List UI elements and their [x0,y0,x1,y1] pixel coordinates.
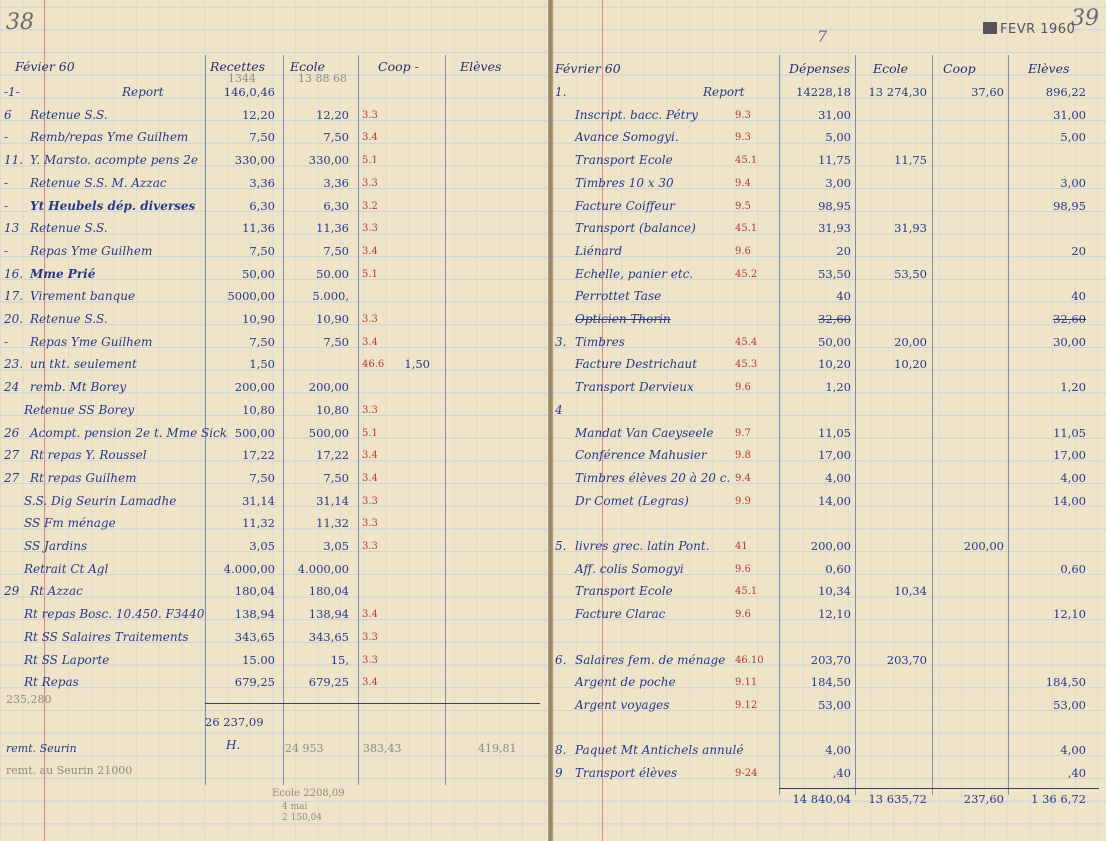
entry-code: 9.6 [735,609,751,620]
page-number: 39 [1071,6,1099,31]
pencil-note: Ecole 2208,09 [272,788,345,799]
entry-day: 24 [4,380,20,394]
entry-recettes: 15.00 [242,653,275,667]
entry-eleves: 20 [1071,244,1086,258]
entry-depenses: 11,75 [818,153,851,167]
entry-label: Y. Marsto. acompte pens 2e [30,153,198,167]
entry-day: 29 [4,584,20,598]
entry-eleves: 4,00 [1060,471,1086,485]
entry-day: - [4,199,9,213]
entry-label: Aff. colis Somogyi [575,562,684,576]
col-header-depenses: Dépenses [789,61,851,76]
entry-day: 13 [4,221,20,235]
entry-code: 45.1 [735,223,758,234]
entry-day: 11. [4,153,24,167]
entry-label: Retenue S.S. [30,221,108,235]
entry-day: 5. [555,539,567,553]
entry-code: 3.3 [362,178,378,189]
entry-depenses: 203,70 [810,653,851,667]
entry-day: 9 [555,766,563,780]
entry-code: 46.6 [362,359,385,370]
entry-label: Yt Heubels dép. diverses [30,199,196,213]
entry-depenses: 14228,18 [796,85,851,99]
entry-code: 9.6 [735,382,751,393]
entry-code: 45.4 [735,337,758,348]
entry-ecole: 10,34 [894,584,927,598]
entry-eleves: 14,00 [1053,494,1086,508]
entry-code: 9.4 [735,473,751,484]
entry-eleves: 4,00 [1060,743,1086,757]
col-header-coop: Coop - [378,59,419,74]
entry-code: 3.4 [362,337,378,348]
entry-ecole: 11,75 [894,153,927,167]
pencil-note: 4 mai [282,802,308,812]
entry-eleves: 17,00 [1053,448,1086,462]
stamp-block [983,22,997,34]
entry-code: 3.3 [362,405,378,416]
entry-code: 41 [735,541,748,552]
entry-depenses: 4,00 [825,471,851,485]
entry-label: Rt Repas [24,675,79,689]
entry-label: Repas Yme Guilhem [30,244,153,258]
entry-eleves: 32,60 [1053,312,1086,326]
entry-label: Avance Somogyi. [575,130,679,144]
entry-coop: 1,50 [404,357,430,371]
entry-code: 3.3 [362,518,378,529]
entry-recettes: 138,94 [234,607,275,621]
entry-code: 9.3 [735,132,751,143]
entry-label: Transport élèves [575,766,678,780]
entry-depenses: ,40 [832,766,851,780]
entry-depenses: 20 [836,244,851,258]
entry-label: S.S. Dig Seurin Lamadhe [24,494,177,508]
entry-ecole: 7,50 [323,335,349,349]
entry-eleves: 11,05 [1053,426,1086,440]
entry-recettes: 10,90 [242,312,275,326]
total-recettes: 26 237,09 [205,715,264,729]
entry-code: 45.1 [735,155,758,166]
entry-recettes: 7,50 [249,335,275,349]
total-coop: 237,60 [963,792,1004,806]
entry-day: 20. [4,312,24,326]
entry-recettes: 6,30 [249,199,275,213]
entry-ecole: 3,36 [323,176,349,190]
entry-ecole: 31,14 [316,494,349,508]
entry-day: 26 [4,426,20,440]
entry-code: 9.3 [735,110,751,121]
entry-code: 3.3 [362,655,378,666]
entry-code: 9.9 [735,496,751,507]
total-eleves: 1 36 6,72 [1031,792,1086,806]
entry-label: Argent de poche [575,675,676,689]
entry-eleves: 1,20 [1060,380,1086,394]
entry-ecole: 11,36 [316,221,349,235]
entry-eleves: 30,00 [1053,335,1086,349]
entry-day: 27 [4,471,20,485]
entry-recettes: 500,00 [234,426,275,440]
col-header-eleves: Elèves [460,59,502,74]
entry-label: Facture Coiffeur [575,199,675,213]
entry-label: Remb/repas Yme Guilhem [30,130,189,144]
entry-ecole: 20,00 [894,335,927,349]
entry-ecole: 7,50 [323,244,349,258]
entry-depenses: 14,00 [818,494,851,508]
entry-day: 4 [555,403,563,417]
entry-depenses: 12,10 [818,607,851,621]
entry-code: 9.11 [735,677,758,688]
entry-ecole: 15, [330,653,349,667]
entry-code: 3.4 [362,609,378,620]
entry-code: 3.4 [362,132,378,143]
entry-ecole: 330,00 [308,153,349,167]
entry-depenses: 53,00 [818,698,851,712]
entry-ecole: 3,05 [323,539,349,553]
entry-recettes: 50,00 [242,267,275,281]
entry-recettes: 180,04 [234,584,275,598]
entry-depenses: 31,00 [818,108,851,122]
margin-line [602,0,603,841]
entry-depenses: 200,00 [810,539,851,553]
entry-code: 3.3 [362,223,378,234]
entry-ecole: 7,50 [323,130,349,144]
entry-code: 46.10 [735,655,764,666]
entry-label: Facture Destrichaut [575,357,698,371]
entry-code: 3.3 [362,496,378,507]
entry-code: 45.1 [735,586,758,597]
col-header-ecole: Ecole [873,61,909,76]
entry-label: Rt repas Guilhem [30,471,137,485]
entry-code: 3.4 [362,677,378,688]
entry-day: 3. [555,335,567,349]
entry-day: - [4,176,9,190]
entry-eleves: 0,60 [1060,562,1086,576]
entry-label: SS Fm ménage [24,516,116,530]
month-header: Févier 60 [15,59,75,74]
entry-code: 45.2 [735,269,758,280]
entry-depenses: 50,00 [818,335,851,349]
entry-label: Facture Clarac [575,607,666,621]
pencil-note: 2 150,04 [282,813,323,823]
entry-label: Conférence Mahusier [575,448,707,462]
entry-eleves: 31,00 [1053,108,1086,122]
entry-code: 3.4 [362,450,378,461]
total-note: H. [226,738,241,752]
pencil-note: 235,280 [6,693,52,706]
entry-recettes: 679,25 [234,675,275,689]
entry-label: Rt SS Laporte [24,653,110,667]
entry-day: - [4,244,9,258]
entry-depenses: 31,93 [818,221,851,235]
pencil-note: 1344 [228,72,256,85]
entry-depenses: 53,50 [818,267,851,281]
entry-label: Retenue S.S. [30,312,108,326]
entry-eleves: ,40 [1067,766,1086,780]
entry-recettes: 4.000,00 [223,562,275,576]
entry-day: 6 [4,108,12,122]
entry-code: 5.1 [362,269,378,280]
entry-code: 9.7 [735,428,751,439]
entry-code: 9.6 [735,246,751,257]
entry-code: 3.3 [362,314,378,325]
date-stamp [983,22,1075,37]
entry-label: Report [703,85,745,99]
entry-label: Rt repas Y. Roussel [30,448,147,462]
entry-ecole: 679,25 [308,675,349,689]
entry-coop: 200,00 [963,539,1004,553]
entry-code: 9.8 [735,450,751,461]
total-coop: 383,43 [363,742,402,755]
entry-ecole: 6,30 [323,199,349,213]
entry-code: 45.3 [735,359,758,370]
entry-label: livres grec. latin Pont. [575,539,710,553]
entry-label: SS Jardins [24,539,88,553]
entry-recettes: 146,0,46 [223,85,275,99]
entry-recettes: 12,20 [242,108,275,122]
entry-code: 9.12 [735,700,758,711]
entry-depenses: 98,95 [818,199,851,213]
entry-day: 23. [4,357,24,371]
footer-line: remt. Seurin [6,742,77,755]
entry-eleves: 98,95 [1053,199,1086,213]
entry-ecole: 10,20 [894,357,927,371]
entry-label: Inscript. bacc. Pétry [575,108,698,122]
entry-depenses: 5,00 [825,130,851,144]
entry-label: Retrait Ct Agl [24,562,109,576]
entry-label: Timbres élèves 20 à 20 c. [575,471,731,485]
entry-eleves: 896,22 [1045,85,1086,99]
col-header-recettes: Recettes [210,59,266,74]
entry-code: 3.4 [362,473,378,484]
entry-label: Timbres 10 x 30 [575,176,674,190]
entry-depenses: 11,05 [818,426,851,440]
entry-label: Salaires fem. de ménage [575,653,726,667]
left-page [0,0,548,841]
entry-recettes: 3,05 [249,539,275,553]
entry-day: 17. [4,289,24,303]
entry-day: 1. [555,85,567,99]
entry-ecole: 4.000,00 [297,562,349,576]
entry-code: 3.3 [362,110,378,121]
pencil-note: 13 88 68 [298,72,347,85]
column-rule [358,55,359,785]
col-header-eleves: Elèves [1028,61,1070,76]
entry-coop: 37,60 [971,85,1004,99]
entry-day: -1- [4,85,20,99]
entry-label: Liénard [575,244,623,258]
entry-label: Rt repas Bosc. 10.450. F3440 [24,607,205,621]
entry-recettes: 343,65 [234,630,275,644]
entry-code: 3.2 [362,201,378,212]
entry-label: Transport Ecole [575,153,673,167]
entry-label: Virement banque [30,289,136,303]
entry-eleves: 184,50 [1045,675,1086,689]
entry-label: Echelle, panier etc. [575,267,694,281]
entry-label: Transport Dervieux [575,380,694,394]
column-rule [932,55,933,795]
entry-eleves: 12,10 [1053,607,1086,621]
entry-recettes: 7,50 [249,130,275,144]
entry-depenses: 1,20 [825,380,851,394]
entry-ecole: 500,00 [308,426,349,440]
entry-ecole: 10,90 [316,312,349,326]
entry-recettes: 5000,00 [227,289,275,303]
entry-ecole: 10,80 [316,403,349,417]
entry-ecole: 17,22 [316,448,349,462]
entry-label: Timbres [575,335,625,349]
entry-depenses: 40 [836,289,851,303]
entry-recettes: 31,14 [242,494,275,508]
pencil-mark: 7 [817,27,828,46]
entry-ecole: 180,04 [308,584,349,598]
col-header-ecole: Ecole [290,59,326,74]
total-eleves: 419,81 [478,742,517,755]
page-number: 38 [6,10,34,35]
entry-code: 9.4 [735,178,751,189]
entry-day: 8. [555,743,567,757]
entry-label: Acompt. pension 2e t. Mme Sick [30,426,228,440]
entry-recettes: 3,36 [249,176,275,190]
entry-ecole: 5.000, [312,289,349,303]
entry-ecole: 12,20 [316,108,349,122]
entry-depenses: 4,00 [825,743,851,757]
entry-label: remb. Mt Borey [30,380,127,394]
total-ecole: 13 635,72 [868,792,927,806]
total-rule [779,788,1099,789]
entry-code: 9-24 [735,768,758,779]
entry-code: 5.1 [362,155,378,166]
stamp-text: FEVR 1960 [1000,22,1076,37]
entry-label: un tkt. seulement [30,357,137,371]
entry-eleves: 53,00 [1053,698,1086,712]
entry-day: 16. [4,267,24,281]
entry-depenses: 3,00 [825,176,851,190]
right-page [553,0,1106,841]
entry-recettes: 11,36 [242,221,275,235]
entry-code: 3.4 [362,246,378,257]
entry-ecole: 203,70 [886,653,927,667]
entry-recettes: 11,32 [242,516,275,530]
entry-depenses: 10,34 [818,584,851,598]
margin-line [44,0,45,841]
entry-depenses: 0,60 [825,562,851,576]
footer-line: remt. au Seurin 21000 [6,764,133,777]
entry-ecole: 13 274,30 [868,85,927,99]
entry-label: Transport Ecole [575,584,673,598]
entry-recettes: 330,00 [234,153,275,167]
entry-label: Repas Yme Guilhem [30,335,153,349]
entry-depenses: 32,60 [818,312,851,326]
entry-recettes: 200,00 [234,380,275,394]
month-header: Février 60 [555,61,621,76]
entry-code: 9.6 [735,564,751,575]
entry-label: Opticien Thorin [575,312,671,326]
entry-ecole: 53,50 [894,267,927,281]
entry-depenses: 10,20 [818,357,851,371]
entry-label: Perrottet Tase [575,289,662,303]
col-header-coop: Coop [943,61,976,76]
entry-label: Rt Azzac [30,584,83,598]
entry-eleves: 40 [1071,289,1086,303]
entry-label: Retenue S.S. [30,108,108,122]
entry-label: Mandat Van Caeyseele [575,426,714,440]
entry-recettes: 10,80 [242,403,275,417]
entry-day: - [4,335,9,349]
entry-code: 5.1 [362,428,378,439]
entry-label: Dr Comet (Legras) [575,494,689,508]
entry-depenses: 17,00 [818,448,851,462]
entry-code: 3.3 [362,632,378,643]
entry-label: Transport (balance) [575,221,696,235]
entry-recettes: 7,50 [249,244,275,258]
entry-recettes: 1,50 [249,357,275,371]
entry-ecole: 7,50 [323,471,349,485]
entry-day: - [4,130,9,144]
entry-ecole: 31,93 [894,221,927,235]
total-rule [205,703,540,704]
entry-eleves: 3,00 [1060,176,1086,190]
entry-label: Mme Prié [30,267,96,281]
column-rule [445,55,446,785]
total-ecole: 24 953 [285,742,324,755]
entry-day: 6. [555,653,567,667]
entry-label: Rt SS Salaires Traitements [24,630,189,644]
entry-ecole: 50.00 [316,267,349,281]
entry-label: Argent voyages [575,698,670,712]
entry-eleves: 5,00 [1060,130,1086,144]
entry-label: Paquet Mt Antichels annulé [575,743,744,757]
entry-ecole: 200,00 [308,380,349,394]
entry-recettes: 17,22 [242,448,275,462]
entry-depenses: 184,50 [810,675,851,689]
entry-ecole: 11,32 [316,516,349,530]
entry-label: Retenue SS Borey [24,403,135,417]
entry-code: 3.3 [362,541,378,552]
entry-recettes: 7,50 [249,471,275,485]
entry-ecole: 138,94 [308,607,349,621]
entry-day: 27 [4,448,20,462]
entry-code: 9.5 [735,201,751,212]
entry-ecole: 343,65 [308,630,349,644]
entry-label: Retenue S.S. M. Azzac [30,176,167,190]
total-depenses: 14 840,04 [792,792,851,806]
entry-label: Report [122,85,164,99]
